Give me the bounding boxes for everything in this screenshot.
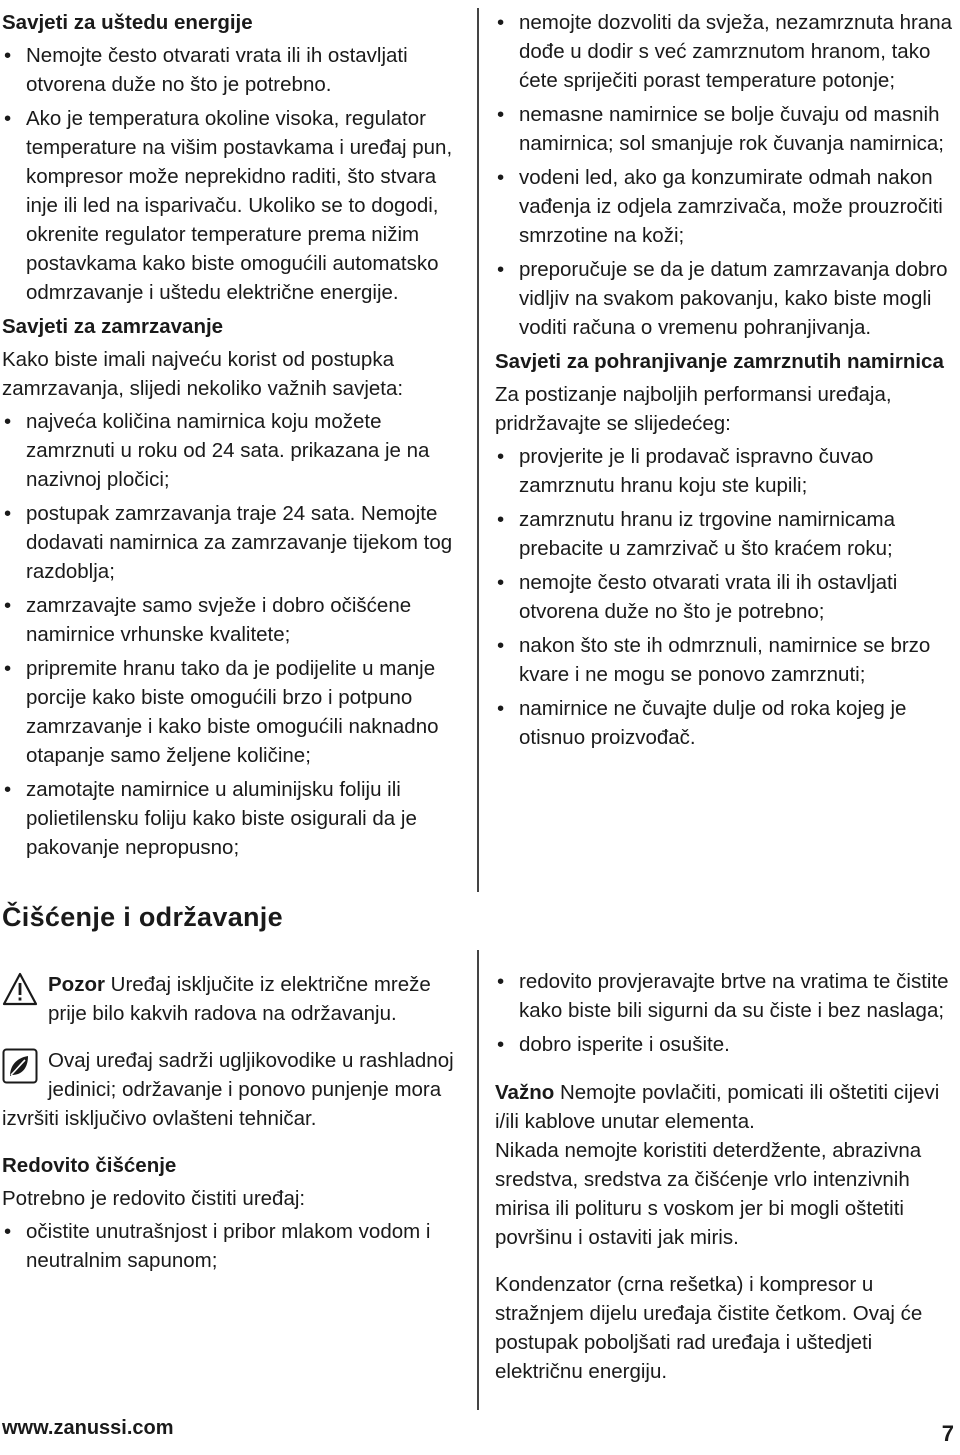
list-item: • nakon što ste ih odmrznuli, namirnice se brzo kvare i ne mogu se ponovo zamrznuti; <box>495 631 957 689</box>
list-item: • provjerite je li prodavač ispravno čuvao zamrznutu hranu koju ste kupili; <box>495 442 957 500</box>
page-number: 7 <box>941 1421 954 1446</box>
list-item: • zamotajte namirnice u aluminijsku foliju ili polietilensku foliju kako biste osigurali da je pakovanje nepropusno; <box>2 775 472 862</box>
column-divider <box>477 8 479 892</box>
detergent-text: Nikada nemojte koristiti deterdžente, abrazivna sredstva, sredstva za čišćenje vrlo intenzivnih mirisa ili polituru s voskom jer bi mogli oštetiti površinu i ostaviti jak miris. <box>495 1139 922 1249</box>
list-item: • namirnice ne čuvajte dulje od roka kojeg je otisnuo proizvođač. <box>495 694 957 752</box>
bullet-icon: • <box>4 778 12 801</box>
bullet-icon: • <box>4 107 12 130</box>
heading-freezing: Savjeti za zamrzavanje <box>2 315 224 338</box>
environment-leaf-icon <box>2 1048 38 1084</box>
list-item: • preporučuje se da je datum zamrzavanja dobro vidljiv na svakom pakovanju, kako biste mogli voditi računa o vremenu pohranjivanja. <box>495 255 957 342</box>
regular-cleaning-list <box>2 1217 472 1275</box>
energy-tips-list <box>2 41 472 307</box>
regular-cleaning-list-continued <box>495 967 957 1059</box>
list-item: • zamrzavajte samo svježe i dobro očišćene namirnice vrhunske kvalitete; <box>2 591 472 649</box>
freezing-tips-list-continued <box>495 8 957 342</box>
bullet-icon: • <box>4 410 12 433</box>
bullet-icon: • <box>4 657 12 680</box>
bullet-icon: • <box>497 445 505 468</box>
list-item: • redovito provjeravajte brtve na vratima te čistite kako biste bili sigurni da su čiste i bez naslaga; <box>495 967 957 1025</box>
list-item: • Nemojte često otvarati vrata ili ih ostavljati otvorena duže no što je potrebno. <box>2 41 472 99</box>
important-note <box>495 1078 957 1252</box>
caution-notice <box>2 970 472 1028</box>
column-divider <box>477 950 479 1410</box>
list-item: • Ako je temperatura okoline visoka, regulator temperature na višim postavkama i uređaj pun, kompresor može neprekidno raditi, što stvara inje ili led na isparivaču. Ukoliko se to dogodi, okrenite regulator temperature prema nižim postavkama kako biste omogućili automatsko odmrzavanje i uštedu električne energije. <box>2 104 472 307</box>
caution-text: Uređaj isključite iz električne mreže prije bilo kakvih radova na održavanju. <box>48 973 431 1025</box>
heading-energy-saving: Savjeti za uštedu energije <box>2 11 253 34</box>
list-item: • nemojte često otvarati vrata ili ih ostavljati otvorena duže no što je potrebno; <box>495 568 957 626</box>
section-title-cleaning: Čišćenje i održavanje <box>2 902 283 932</box>
important-text: Nemojte povlačiti, pomicati ili oštetiti cijevi i/ili kablove unutar elementa. <box>495 1081 940 1133</box>
bullet-icon: • <box>497 634 505 657</box>
bullet-icon: • <box>497 11 505 34</box>
environment-text: Ovaj uređaj sadrži ugljikovodike u rashladnoj jedinici; održavanje i ponovo punjenje mora izvršiti isključivo ovlašteni tehničar. <box>2 1049 454 1130</box>
spacer <box>495 1256 957 1270</box>
bullet-icon: • <box>497 970 505 993</box>
right-column-top <box>495 8 957 757</box>
list-item: • vodeni led, ako ga konzumirate odmah nakon vađenja iz odjela zamrzivača, može prouzročiti smrzotine na koži; <box>495 163 957 250</box>
list-item: • nemojte dozvoliti da svježa, nezamrznuta hrana dođe u dodir s već zamrznutom hranom, tako ćete spriječiti porast temperature potonje; <box>495 8 957 95</box>
bullet-icon: • <box>4 594 12 617</box>
list-item: • dobro isperite i osušite. <box>495 1030 957 1059</box>
bullet-icon: • <box>497 697 505 720</box>
footer-url[interactable]: www.zanussi.com <box>2 1417 174 1439</box>
bullet-icon: • <box>497 258 505 281</box>
heading-frozen-storage: Savjeti za pohranjivanje zamrznutih namirnica <box>495 350 944 373</box>
important-lead: Važno <box>495 1081 555 1104</box>
right-column-bottom <box>495 967 957 1390</box>
list-item: • najveća količina namirnica koju možete zamrznuti u roku od 24 sata. prikazana je na nazivnoj pločici; <box>2 407 472 494</box>
list-item: • nemasne namirnice se bolje čuvaju od masnih namirnica; sol smanjuje rok čuvanja namirnica; <box>495 100 957 158</box>
bullet-icon: • <box>4 502 12 525</box>
bullet-icon: • <box>4 1220 12 1243</box>
list-item: • postupak zamrzavanja traje 24 sata. Nemojte dodavati namirnica za zamrzavanje tijekom tog razdoblja; <box>2 499 472 586</box>
caution-lead: Pozor <box>48 973 105 996</box>
list-item: • pripremite hranu tako da je podijelite u manje porcije kako biste omogućili brzo i potpuno zamrzavanje i kako biste omogućili naknadno otapanje samo željene količine; <box>2 654 472 770</box>
list-item: • očistite unutrašnjost i pribor mlakom vodom i neutralnim sapunom; <box>2 1217 472 1275</box>
bullet-icon: • <box>497 508 505 531</box>
storage-tips-list <box>495 442 957 752</box>
warning-triangle-icon <box>2 972 38 1008</box>
bullet-icon: • <box>497 1033 505 1056</box>
condenser-text: Kondenzator (crna rešetka) i kompresor u stražnjem dijelu uređaja čistite četkom. Ovaj će postupak poboljšati rad uređaja i uštedjeti električnu energiju. <box>495 1273 923 1383</box>
spacer <box>495 1064 957 1078</box>
regular-cleaning-intro: Potrebno je redovito čistiti uređaj: <box>2 1187 306 1210</box>
environment-notice <box>2 1046 472 1133</box>
freezing-tips-list <box>2 407 472 862</box>
storage-intro: Za postizanje najboljih performansi uređaja, pridržavajte se slijedećeg: <box>495 383 892 435</box>
bullet-icon: • <box>497 166 505 189</box>
heading-regular-cleaning: Redovito čišćenje <box>2 1154 177 1177</box>
list-item: • zamrznutu hranu iz trgovine namirnicama prebacite u zamrzivač u što kraćem roku; <box>495 505 957 563</box>
bullet-icon: • <box>497 103 505 126</box>
freezing-intro: Kako biste imali najveću korist od postupka zamrzavanja, slijedi nekoliko važnih savjeta: <box>2 348 404 400</box>
left-column-top <box>2 8 472 867</box>
bullet-icon: • <box>497 571 505 594</box>
bullet-icon: • <box>4 44 12 67</box>
left-column-bottom <box>2 970 472 1280</box>
